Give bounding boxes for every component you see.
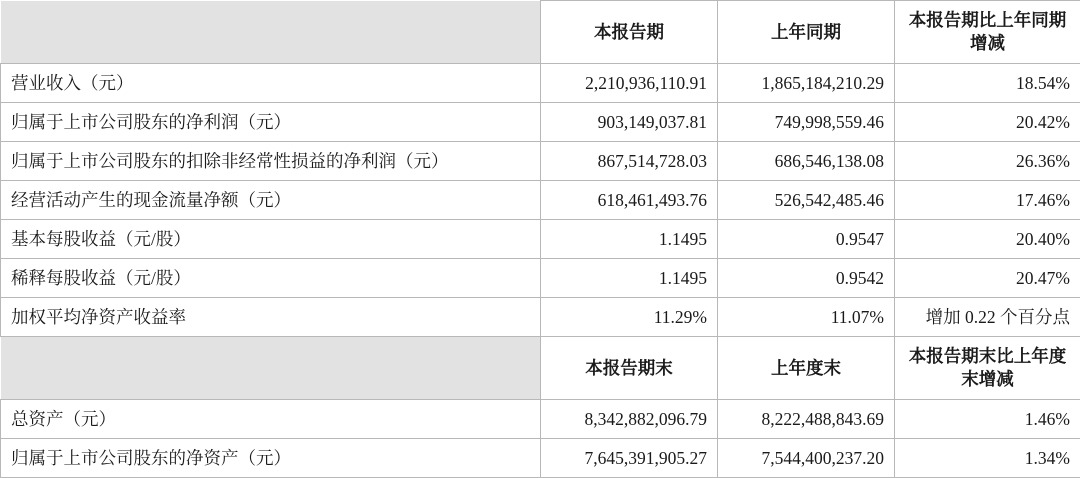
row-previous-value: 8,222,488,843.69 xyxy=(718,400,895,439)
row-label: 稀释每股收益（元/股） xyxy=(1,259,541,298)
row-change-value: 1.34% xyxy=(895,439,1080,478)
row-previous-value: 7,544,400,237.20 xyxy=(718,439,895,478)
table-header-row-period xyxy=(1,1,1080,64)
row-change-value: 20.42% xyxy=(895,103,1080,142)
table-header-row-endperiod xyxy=(1,337,1080,400)
row-current-value: 1.1495 xyxy=(541,220,718,259)
row-current-value: 2,210,936,110.91 xyxy=(541,64,718,103)
header-period-change: 本报告期比上年同期增减 xyxy=(895,1,1080,64)
table-row xyxy=(1,142,1080,181)
row-previous-value: 0.9547 xyxy=(718,220,895,259)
row-previous-value: 749,998,559.46 xyxy=(718,103,895,142)
row-label: 总资产（元） xyxy=(1,400,541,439)
table-row xyxy=(1,64,1080,103)
row-current-value: 618,461,493.76 xyxy=(541,181,718,220)
table-row xyxy=(1,181,1080,220)
row-change-value: 20.47% xyxy=(895,259,1080,298)
row-current-value: 11.29% xyxy=(541,298,718,337)
header-current-period: 本报告期 xyxy=(541,1,718,64)
row-label: 基本每股收益（元/股） xyxy=(1,220,541,259)
table-row xyxy=(1,400,1080,439)
row-current-value: 903,149,037.81 xyxy=(541,103,718,142)
table-row xyxy=(1,439,1080,478)
header-previous-period: 上年同期 xyxy=(718,1,895,64)
row-label: 归属于上市公司股东的扣除非经常性损益的净利润（元） xyxy=(1,142,541,181)
row-current-value: 8,342,882,096.79 xyxy=(541,400,718,439)
row-label: 归属于上市公司股东的净利润（元） xyxy=(1,103,541,142)
row-label: 营业收入（元） xyxy=(1,64,541,103)
table-row xyxy=(1,220,1080,259)
row-change-value: 20.40% xyxy=(895,220,1080,259)
table-row xyxy=(1,259,1080,298)
row-current-value: 1.1495 xyxy=(541,259,718,298)
row-change-value: 18.54% xyxy=(895,64,1080,103)
row-current-value: 7,645,391,905.27 xyxy=(541,439,718,478)
row-label: 经营活动产生的现金流量净额（元） xyxy=(1,181,541,220)
header-previous-end: 上年度末 xyxy=(718,337,895,400)
row-change-value: 1.46% xyxy=(895,400,1080,439)
row-change-value: 26.36% xyxy=(895,142,1080,181)
table-row xyxy=(1,298,1080,337)
header-end-change: 本报告期末比上年度末增减 xyxy=(895,337,1080,400)
row-previous-value: 1,865,184,210.29 xyxy=(718,64,895,103)
row-previous-value: 11.07% xyxy=(718,298,895,337)
row-change-value: 增加 0.22 个百分点 xyxy=(895,298,1080,337)
header-blank-cell-2 xyxy=(1,337,541,400)
row-previous-value: 0.9542 xyxy=(718,259,895,298)
header-current-end: 本报告期末 xyxy=(541,337,718,400)
row-previous-value: 686,546,138.08 xyxy=(718,142,895,181)
row-label: 归属于上市公司股东的净资产（元） xyxy=(1,439,541,478)
row-current-value: 867,514,728.03 xyxy=(541,142,718,181)
header-blank-cell xyxy=(1,1,541,64)
table-row xyxy=(1,103,1080,142)
row-change-value: 17.46% xyxy=(895,181,1080,220)
row-previous-value: 526,542,485.46 xyxy=(718,181,895,220)
row-label: 加权平均净资产收益率 xyxy=(1,298,541,337)
